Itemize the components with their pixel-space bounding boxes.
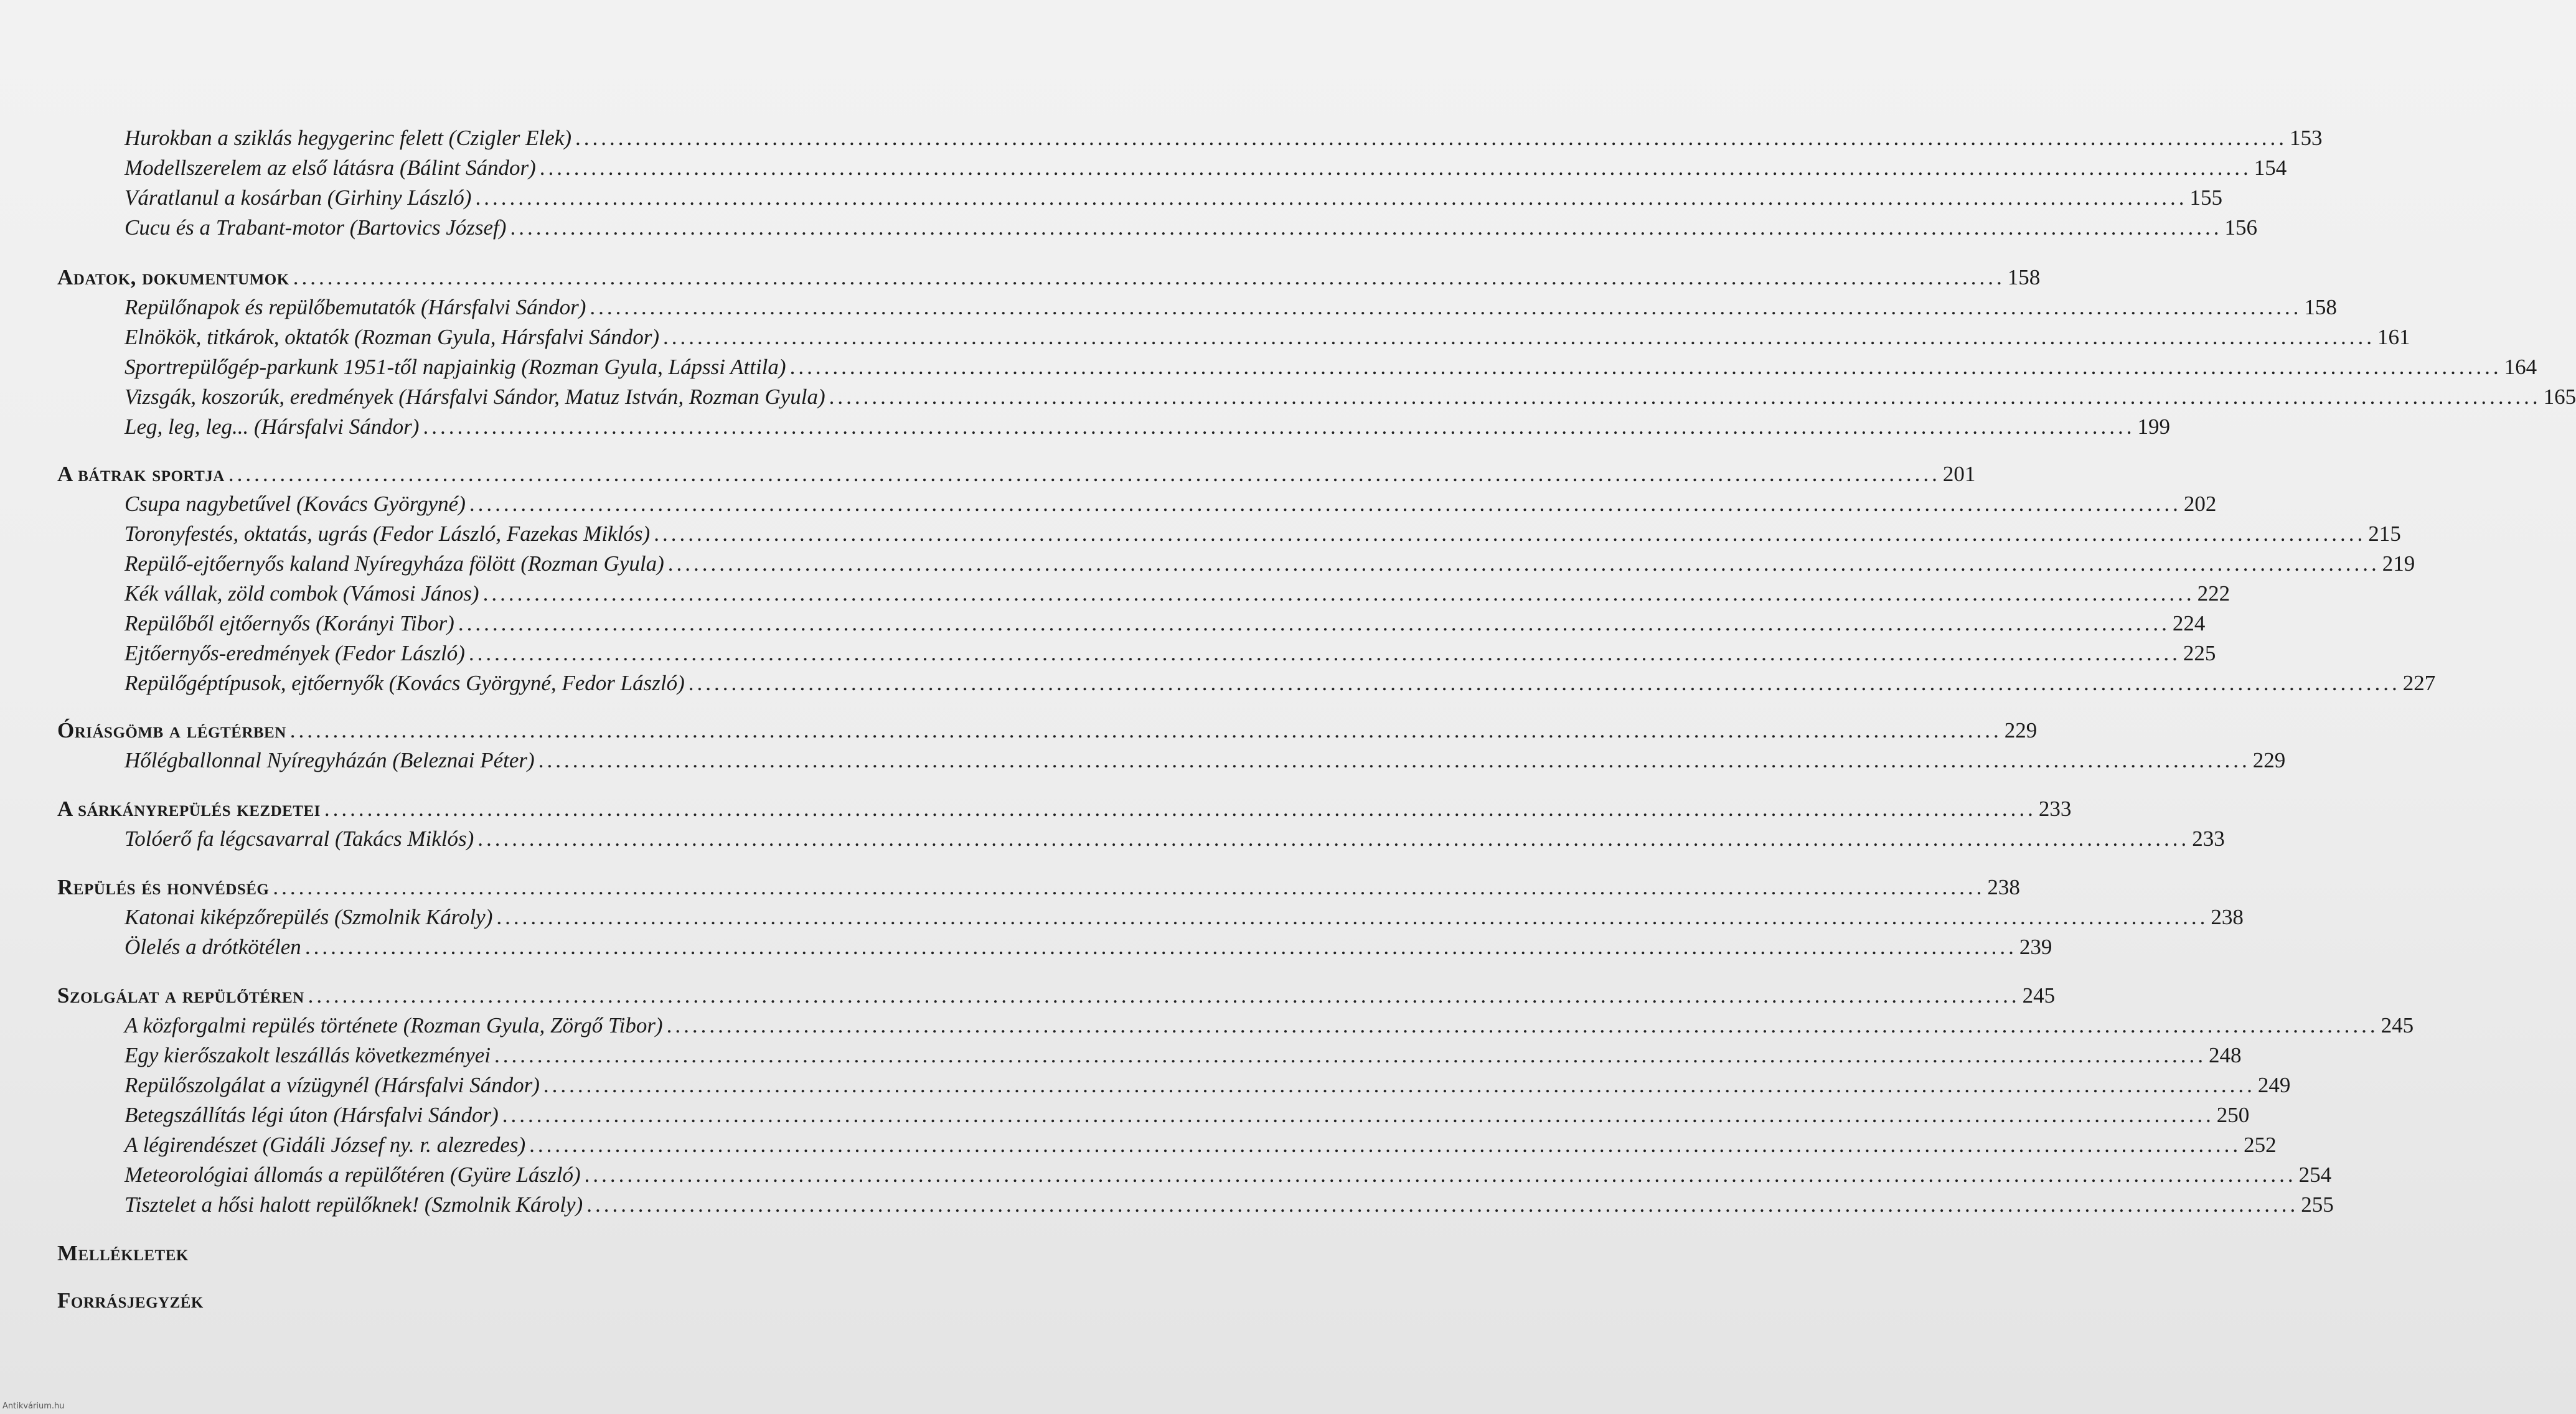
toc-section-title: Adatok, dokumentumok xyxy=(57,265,289,289)
dot-leader: ........................................................................................................................................................................................................ xyxy=(228,462,1940,486)
toc-page-number: 250 xyxy=(2216,1103,2250,1127)
toc-entry-title: Meteorológiai állomás a repülőtéren (Gyüre László) xyxy=(125,1163,581,1187)
toc-entry-title: A közforgalmi repülés története (Rozman Gyula, Zörgő Tibor) xyxy=(125,1013,663,1037)
toc-page-number: 249 xyxy=(2257,1073,2291,1097)
dot-leader: ........................................................................................................................................................................................................ xyxy=(590,295,2302,319)
dot-leader: ........................................................................................................................................................................................................ xyxy=(789,355,2502,379)
toc-page-number: 164 xyxy=(2504,355,2537,379)
toc-page-number: 245 xyxy=(2022,983,2056,1008)
toc-entry xyxy=(125,213,2257,243)
toc-page-number: 238 xyxy=(2211,905,2244,929)
toc-page-number: 153 xyxy=(2289,126,2323,150)
toc-entry-title: Kék vállak, zöld combok (Vámosi János) xyxy=(125,581,479,606)
toc-entry-title: Hőlégballonnal Nyíregyházán (Beleznai Péter) xyxy=(125,748,535,772)
toc-entry xyxy=(125,902,2244,932)
toc-page-number: 199 xyxy=(2137,414,2170,439)
toc-entry-title: Betegszállítás légi úton (Hársfalvi Sándor) xyxy=(125,1103,499,1127)
toc-entry-title: Repülőszolgálat a vízügynél (Hársfalvi Sándor) xyxy=(125,1073,540,1097)
toc-entry xyxy=(125,639,2216,668)
toc-entry-title: Modellszerelem az első látásra (Bálint Sándor) xyxy=(125,156,536,180)
toc-entry-title: Repülő-ejtőernyős kaland Nyíregyháza fölött (Rozman Gyula) xyxy=(125,551,664,576)
toc-entry-title: Hurokban a sziklás hegygerinc felett (Czigler Elek) xyxy=(125,126,571,150)
dot-leader: ........................................................................................................................................................................................................ xyxy=(575,126,2287,150)
toc-section-title: A sárkányrepülés kezdetei xyxy=(57,797,321,821)
toc-page-number: 229 xyxy=(2252,748,2286,772)
toc-entry xyxy=(125,519,2401,549)
toc-page-number: 222 xyxy=(2197,581,2230,606)
toc-section-heading xyxy=(57,1286,204,1316)
dot-leader: ........................................................................................................................................................................................................ xyxy=(502,1103,2214,1127)
toc-entry xyxy=(125,609,2206,639)
toc-entry xyxy=(125,932,2052,962)
toc-section-heading xyxy=(57,459,1976,489)
toc-page-number: 225 xyxy=(2183,641,2216,665)
toc-section-heading xyxy=(57,716,2038,746)
dot-leader: ........................................................................................................................................................................................................ xyxy=(308,983,2020,1008)
dot-leader: ........................................................................................................................................................................................................ xyxy=(654,522,2366,546)
dot-leader: ........................................................................................................................................................................................................ xyxy=(324,797,2036,821)
toc-entry xyxy=(125,1011,2414,1041)
toc-entry-title: Tolóerő fa légcsavarral (Takács Miklós) xyxy=(125,826,474,851)
toc-page-number: 215 xyxy=(2368,522,2401,546)
toc-page-number: 201 xyxy=(1942,462,1976,486)
toc-entry xyxy=(125,1041,2242,1070)
toc-page-number: 158 xyxy=(2304,295,2337,319)
toc-section-heading xyxy=(57,1238,189,1268)
dot-leader: ........................................................................................................................................................................................................ xyxy=(666,1013,2379,1037)
toc-page-number: 161 xyxy=(2377,325,2410,349)
toc-page-number: 229 xyxy=(2004,718,2038,742)
toc-entry xyxy=(125,579,2230,609)
watermark: Antikvárium.hu xyxy=(2,1402,65,1411)
toc-entry-title: Leg, leg, leg... (Hársfalvi Sándor) xyxy=(125,414,420,439)
toc-page-number: 255 xyxy=(2301,1192,2334,1217)
toc-entry xyxy=(125,1190,2334,1220)
toc-entry xyxy=(125,293,2337,322)
dot-leader: ........................................................................................................................................................................................................ xyxy=(289,718,2002,742)
toc-section-heading xyxy=(57,873,2020,902)
toc-entry-title: A légirendészet (Gidáli József ny. r. alezredes) xyxy=(125,1133,526,1157)
dot-leader: ........................................................................................................................................................................................................ xyxy=(529,1133,2242,1157)
toc-entry xyxy=(125,1070,2291,1100)
toc-section-heading xyxy=(57,794,2072,824)
dot-leader: ........................................................................................................................................................................................................ xyxy=(475,185,2188,210)
toc-entry xyxy=(125,183,2222,213)
dot-leader: ........................................................................................................................................................................................................ xyxy=(273,875,1985,899)
toc-entry xyxy=(125,123,2323,153)
toc-page-number: 233 xyxy=(2192,826,2225,851)
dot-leader: ........................................................................................................................................................................................................ xyxy=(304,935,2017,959)
dot-leader: ........................................................................................................................................................................................................ xyxy=(293,265,2005,289)
toc-page-number: 158 xyxy=(2007,265,2041,289)
toc-page-number: 155 xyxy=(2189,185,2222,210)
toc-page-number: 156 xyxy=(2224,215,2257,240)
dot-leader: ........................................................................................................................................................................................................ xyxy=(662,325,2375,349)
toc-entry-title: Elnökök, titkárok, oktatók (Rozman Gyula, Hársfalvi Sándor) xyxy=(125,325,659,349)
dot-leader: ........................................................................................................................................................................................................ xyxy=(458,611,2170,635)
toc-page-number: 219 xyxy=(2382,551,2415,576)
toc-entry xyxy=(125,1100,2250,1130)
toc-entry-title: Repülőből ejtőernyős (Korányi Tibor) xyxy=(125,611,454,635)
toc-section-heading xyxy=(57,981,2056,1011)
toc-page-number: 238 xyxy=(1987,875,2020,899)
toc-section-title: Forrásjegyzék xyxy=(57,1288,204,1313)
toc-entry-title: Sportrepülőgép-parkunk 1951-től napjainkig (Rozman Gyula, Lápssi Attila) xyxy=(125,355,786,379)
toc-entry-title: Katonai kiképzőrepülés (Szmolnik Károly) xyxy=(125,905,493,929)
toc-entry xyxy=(125,668,2436,698)
toc-entry xyxy=(125,153,2287,183)
dot-leader: ........................................................................................................................................................................................................ xyxy=(510,215,2222,240)
toc-page-number: 245 xyxy=(2381,1013,2414,1037)
toc-entry xyxy=(125,746,2286,775)
toc-page-number: 202 xyxy=(2183,492,2217,516)
toc-entry xyxy=(125,1160,2332,1190)
dot-leader: ........................................................................................................................................................................................................ xyxy=(469,492,2181,516)
dot-leader: ........................................................................................................................................................................................................ xyxy=(477,826,2190,851)
toc-entry-title: Repülőnapok és repülőbemutatók (Hársfalvi Sándor) xyxy=(125,295,586,319)
dot-leader: ........................................................................................................................................................................................................ xyxy=(829,385,2541,409)
toc-entry-title: Vizsgák, koszorúk, eredmények (Hársfalvi Sándor, Matuz István, Rozman Gyula) xyxy=(125,385,825,409)
dot-leader: ........................................................................................................................................................................................................ xyxy=(482,581,2195,606)
toc-entry xyxy=(125,352,2537,382)
toc-page-number: 165 xyxy=(2543,385,2576,409)
toc-section-title: Repülés és honvédség xyxy=(57,875,270,899)
toc-entry-title: Tisztelet a hősi halott repülőknek! (Szmolnik Károly) xyxy=(125,1192,583,1217)
toc-page-number: 154 xyxy=(2254,156,2287,180)
toc-entry-title: Csupa nagybetűvel (Kovács Györgyné) xyxy=(125,492,466,516)
dot-leader: ........................................................................................................................................................................................................ xyxy=(688,671,2400,695)
toc-section-title: A bátrak sportja xyxy=(57,462,225,486)
toc-page-number: 252 xyxy=(2244,1133,2277,1157)
dot-leader: ........................................................................................................................................................................................................ xyxy=(496,905,2209,929)
toc-entry-title: Ölelés a drótkötélen xyxy=(125,935,301,959)
toc-entry-title: Toronyfestés, oktatás, ugrás (Fedor László, Fazekas Miklós) xyxy=(125,522,651,546)
dot-leader: ........................................................................................................................................................................................................ xyxy=(667,551,2380,576)
toc-entry xyxy=(125,412,2170,442)
toc-section-heading xyxy=(57,263,2041,293)
dot-leader: ........................................................................................................................................................................................................ xyxy=(586,1192,2299,1217)
dot-leader: ........................................................................................................................................................................................................ xyxy=(584,1163,2296,1187)
toc-entry-title: Váratlanul a kosárban (Girhiny László) xyxy=(125,185,472,210)
toc-page-number: 248 xyxy=(2209,1043,2242,1067)
toc-entry xyxy=(125,824,2225,854)
dot-leader: ........................................................................................................................................................................................................ xyxy=(468,641,2181,665)
dot-leader: ........................................................................................................................................................................................................ xyxy=(423,414,2135,439)
dot-leader: ........................................................................................................................................................................................................ xyxy=(543,1073,2255,1097)
toc-page-number: 224 xyxy=(2172,611,2206,635)
toc-entry xyxy=(125,382,2576,412)
toc-page-number: 239 xyxy=(2019,935,2052,959)
dot-leader: ........................................................................................................................................................................................................ xyxy=(538,748,2250,772)
toc-section-title: Óriásgömb a légtérben xyxy=(57,718,286,742)
toc-section-title: Szolgálat a repülőtéren xyxy=(57,983,304,1008)
dot-leader: ........................................................................................................................................................................................................ xyxy=(539,156,2252,180)
toc-entry xyxy=(125,322,2410,352)
toc-entry xyxy=(125,489,2217,519)
dot-leader: ........................................................................................................................................................................................................ xyxy=(494,1043,2206,1067)
toc-page-number: 227 xyxy=(2402,671,2436,695)
toc-page-number: 233 xyxy=(2038,797,2072,821)
toc-entry-title: Egy kierőszakolt leszállás következményei xyxy=(125,1043,491,1067)
toc-entry xyxy=(125,1130,2277,1160)
toc-entry xyxy=(125,549,2415,579)
toc-page-number: 254 xyxy=(2298,1163,2332,1187)
toc-entry-title: Ejtőernyős-eredmények (Fedor László) xyxy=(125,641,465,665)
toc-section-title: Mellékletek xyxy=(57,1241,189,1265)
toc-entry-title: Cucu és a Trabant-motor (Bartovics József) xyxy=(125,215,507,240)
toc-entry-title: Repülőgéptípusok, ejtőernyők (Kovács Györgyné, Fedor László) xyxy=(125,671,685,695)
